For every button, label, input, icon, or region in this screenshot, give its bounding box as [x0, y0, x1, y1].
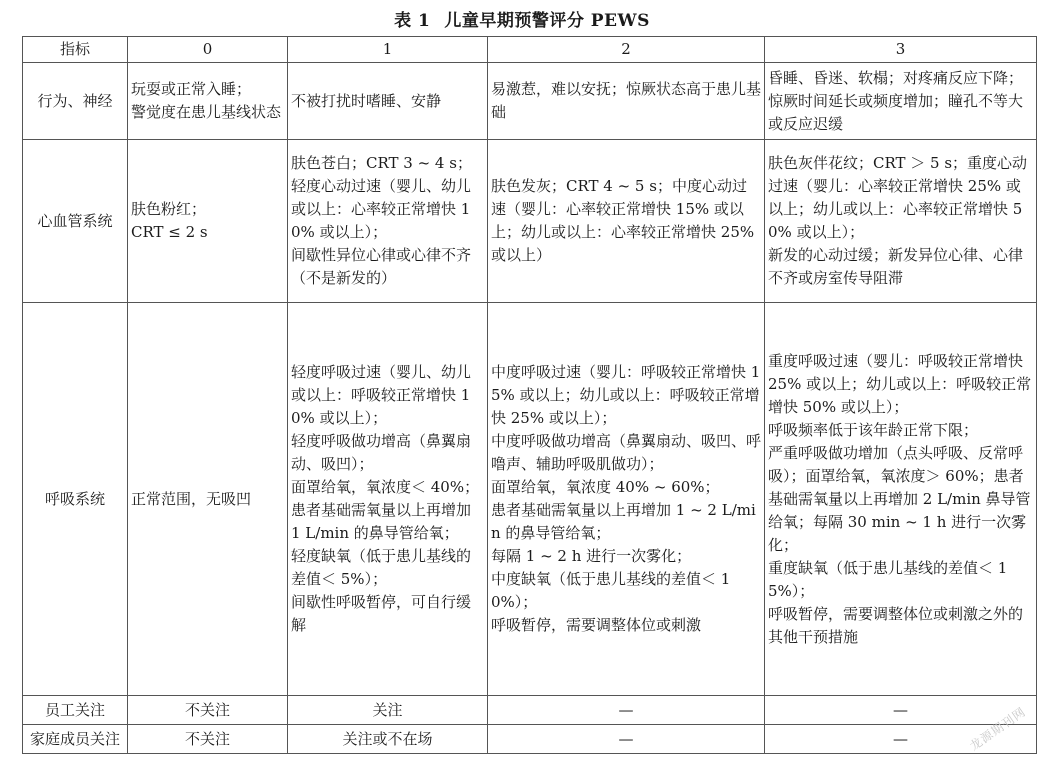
header-row — [23, 37, 1037, 63]
table-title: 儿童早期预警评分 PEWS — [444, 11, 650, 31]
cell-line: 玩耍或正常入睡； — [131, 80, 252, 98]
cell-line: 警觉度在患儿基线状态 — [131, 103, 282, 121]
table-cell: — — [488, 696, 765, 725]
table-cell: 关注或不在场 — [288, 725, 488, 754]
header-score-1: 1 — [288, 37, 488, 63]
header-score-0: 0 — [128, 37, 288, 63]
cell-line: 重度呼吸过速（婴儿：呼吸较正常增快 25% 或以上；幼儿或以上：呼吸较正常增快 50% 或以上）； — [768, 351, 1032, 416]
table-cell — [488, 63, 765, 140]
header-score-2: 2 — [488, 37, 765, 63]
cell-line: 间歇性异位心律或心律不齐（不是新发的） — [291, 246, 472, 287]
cell-line: 呼吸暂停，需要调整体位或刺激之外的其他干预措施 — [768, 604, 1024, 646]
table-caption — [0, 6, 1044, 31]
cell-line: 中度呼吸做功增高（鼻翼扇动、吸凹、呼噜声、辅助呼吸肌做功）； — [491, 432, 762, 473]
table-row-staff-concern — [23, 696, 1037, 725]
cell-line: 新发的心动过缓；新发异位心律、心律不齐或房室传导阻滞 — [768, 246, 1024, 287]
table-cell — [765, 140, 1037, 303]
row-label: 员工关注 — [23, 696, 128, 725]
table-row-behavior — [23, 63, 1037, 140]
table-cell: — — [765, 696, 1037, 725]
table-cell — [288, 303, 488, 696]
table-cell — [765, 63, 1037, 140]
cell-line: 面罩给氧，氧浓度 40% ~ 60%； — [491, 478, 720, 496]
cell-line: 不被打扰时嗜睡、安静 — [291, 91, 442, 110]
cell-line: 肤色苍白；CRT 3 ~ 4 s； — [291, 154, 472, 172]
table-cell — [288, 63, 488, 140]
row-label: 呼吸系统 — [23, 303, 128, 696]
table-row-respiratory — [23, 303, 1037, 696]
cell-line: 昏睡、昏迷、软榻；对疼痛反应下降；惊厥时间延长或频度增加；瞳孔不等大或反应迟缓 — [768, 68, 1024, 133]
cell-line: 轻度缺氧（低于患儿基线的差值＜ 5%）； — [291, 547, 472, 588]
cell-line: 间歇性呼吸暂停，可自行缓解 — [291, 593, 472, 634]
table-row-cardiovascular — [23, 140, 1037, 303]
header-score-3: 3 — [765, 37, 1037, 63]
cell-line: 患者基础需氧量以上再增加 1 ~ 2 L/min 的鼻导管给氧； — [491, 501, 756, 542]
cell-line: 轻度呼吸做功增高（鼻翼扇动、吸凹）； — [291, 432, 472, 473]
cell-line: 易激惹，难以安抚；惊厥状态高于患儿基础 — [491, 80, 762, 121]
cell-line: 呼吸频率低于该年龄正常下限； — [768, 420, 979, 439]
table-cell — [128, 140, 288, 303]
cell-line: 肤色粉红； — [131, 200, 207, 218]
table-cell — [765, 303, 1037, 696]
table-cell: 关注 — [288, 696, 488, 725]
table-cell — [128, 63, 288, 140]
cell-line: 患者基础需氧量以上再增加 1 L/min 的鼻导管给氧； — [291, 501, 472, 542]
cell-line: 面罩给氧，氧浓度＜ 40%； — [291, 478, 480, 496]
row-label: 行为、神经 — [23, 63, 128, 140]
pews-table — [22, 36, 1037, 754]
cell-line: 重度缺氧（低于患儿基线的差值＜ 15%）； — [768, 558, 1008, 600]
table-cell: 不关注 — [128, 696, 288, 725]
cell-line: 严重呼吸做功增加（点头呼吸、反常呼吸）；面罩给氧，氧浓度＞ 60%；患者基础需氧量以上再增加 2 L/min 鼻导管给氧；每隔 30 min ~ 1 h 进行一次雾化； — [768, 443, 1031, 554]
table-cell: — — [488, 725, 765, 754]
cell-line: 呼吸暂停，需要调整体位或刺激 — [491, 616, 702, 634]
cell-line: 肤色灰伴花纹；CRT ＞ 5 s；重度心动过速（婴儿：心率较正常增快 25% 或以上；幼儿或以上：心率较正常增快 50% 或以上）； — [768, 154, 1028, 241]
cell-line: 每隔 1 ~ 2 h 进行一次雾化； — [491, 547, 692, 565]
cell-line: 正常范围，无吸凹 — [131, 489, 252, 508]
table-cell — [488, 140, 765, 303]
cell-line: 中度呼吸过速（婴儿：呼吸较正常增快 15% 或以上；幼儿或以上：呼吸较正常增快 25% 或以上）； — [491, 363, 761, 427]
table-number: 表 1 — [394, 11, 431, 31]
cell-line: CRT ≤ 2 s — [131, 223, 208, 241]
table-cell — [128, 303, 288, 696]
row-label: 心血管系统 — [23, 140, 128, 303]
cell-line: 轻度心动过速（婴儿、幼儿或以上：心率较正常增快 10% 或以上）； — [291, 177, 472, 241]
table-cell: — — [765, 725, 1037, 754]
table-cell — [488, 303, 765, 696]
row-label: 家庭成员关注 — [23, 725, 128, 754]
cell-line: 肤色发灰；CRT 4 ~ 5 s；中度心动过速（婴儿：心率较正常增快 15% 或以上；幼儿或以上：心率较正常增快 25% 或以上） — [491, 177, 755, 264]
header-indicator: 指标 — [23, 37, 128, 63]
table-cell: 不关注 — [128, 725, 288, 754]
cell-line: 中度缺氧（低于患儿基线的差值＜ 10%）； — [491, 570, 731, 611]
table-row-family-concern — [23, 725, 1037, 754]
table-cell — [288, 140, 488, 303]
cell-line: 轻度呼吸过速（婴儿、幼儿或以上：呼吸较正常增快 10% 或以上）； — [291, 363, 472, 427]
watermark: 龙源期刊网 — [967, 704, 1029, 754]
